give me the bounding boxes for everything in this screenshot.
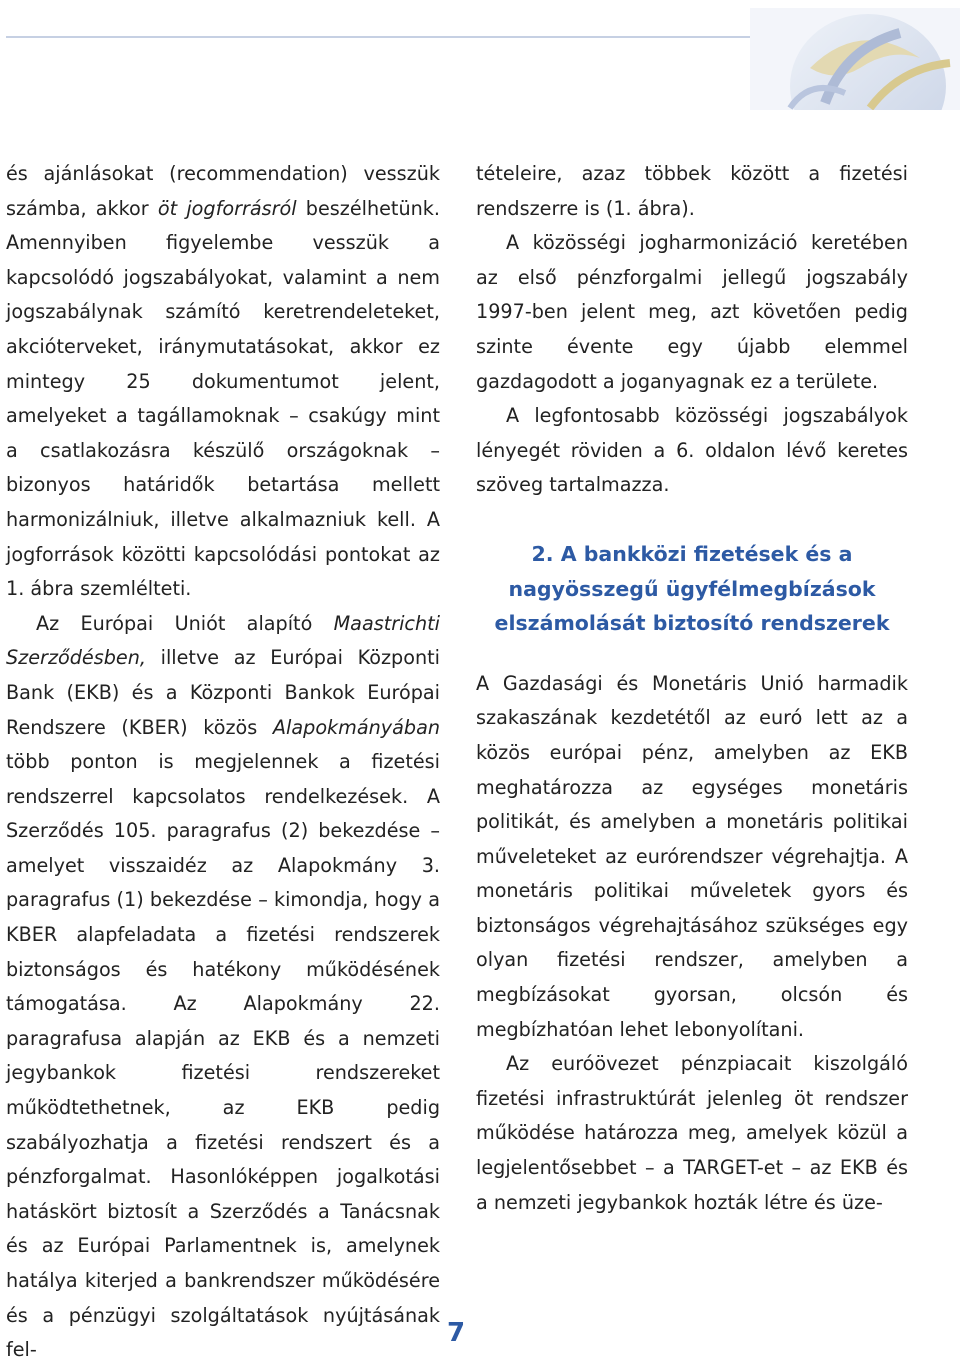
right-paragraph-2: A közösségi jogharmonizáció keretében az első pénzforgalmi jellegű jogszabály 1997-ben jelent meg, azt követően pedig szinte évente egy újabb elemmel gazdagodott a joganyagnak ez a területe. (476, 231, 908, 393)
right-paragraph-5: Az euróövezet pénzpiacait kiszolgáló fizetési infrastruktúrát jelenleg öt rendszer működése határozza meg, amelyek közül a legjelentősebbet – a TARGET-et – az EKB és a nemzeti jegybankok hozták létre és üze- (476, 1052, 908, 1214)
right-paragraph-4: A Gazdasági és Monetáris Unió harmadik szakaszának kezdetétől az euró lett az a közös európai pénz, amelyben az EKB meghatározza az egységes monetáris politikát, és amelyben a monetáris politikai műveleteket az eurórendszer végrehajtja. A monetáris politikai műveletek gyors és biztonságos végrehajtásához szükséges egy olyan fizetési rendszer, amelyben a megbízásokat gyorsan, olcsón és megbízhatóan lehet lebonyolítani. (476, 671, 908, 1041)
section-number: 2. (531, 541, 554, 566)
section-title: A bankközi fizetések és a nagyösszegű ügyfélmegbízások elszámolását biztosító rendszerek (494, 541, 890, 636)
left-paragraph-2: Az Európai Uniót alapító Maastrichti Szerződésben, illetve az Európai Központi Bank (EKB) és a Központi Bankok Európai Rendszere (KBER) közös Alapokmányában több ponton is megjelennek a fizetési rendszerrel kapcsolatos rendelkezések. A Szerződés 105. paragrafus (2) bekezdése – amelyet visszaidéz az Alapokmány 3. paragrafus (1) bekezdése – kimondja, hogy a KBER alapfeladata a fizetési rendszerek biztonságos és hatékony működésének támogatása. Az Alapokmány 22. paragrafusa alapján az EKB és a nemzeti jegybankok fizetési rendszereket működtethetnek, az EKB pedig szabályozhatja a fizetési rendszert és a pénzforgalmat. Hasonlóképpen jogalkotási hatáskört biztosít a Szerződés a Tanácsnak és az Európai Parlamentnek is, amelynek hatálya kiterjed a bankrendszer működésére és a pénzügyi szolgáltatások nyújtásának fel- (6, 611, 440, 1362)
right-paragraph-3: A legfontosabb közösségi jogszabályok lényegét röviden a 6. oldalon lévő keretes szöveg tartalmazza. (476, 404, 908, 497)
left-column (6, 157, 440, 1368)
left-paragraph-1: és ajánlásokat (recommendation) vesszük számba, akkor öt jogforrásról beszélhetünk. Amennyiben figyelembe vesszük a kapcsolódó jogszabályokat, valamint a nem jogszabálynak számító keretrendeleteket, akcióterveket, iránymutatásokat, akkor ez mintegy 25 dokumentumot jelent, amelyeket a tagállamoknak – csakúgy mint a csatlakozásra készülő országoknak – bizonyos határidők betartása mellett harmonizálniuk, illetve alkalmazniuk kell. A jogforrások közötti kapcsolódási pontokat az 1. ábra szemlélteti. (6, 162, 440, 601)
section-heading (476, 537, 908, 641)
right-paragraph-1: tételeire, azaz többek között a fizetési rendszerre is (1. ábra). (476, 162, 908, 220)
page-number: 7 (446, 1318, 466, 1348)
globe-logo-icon (750, 8, 960, 110)
right-column (476, 157, 908, 1220)
